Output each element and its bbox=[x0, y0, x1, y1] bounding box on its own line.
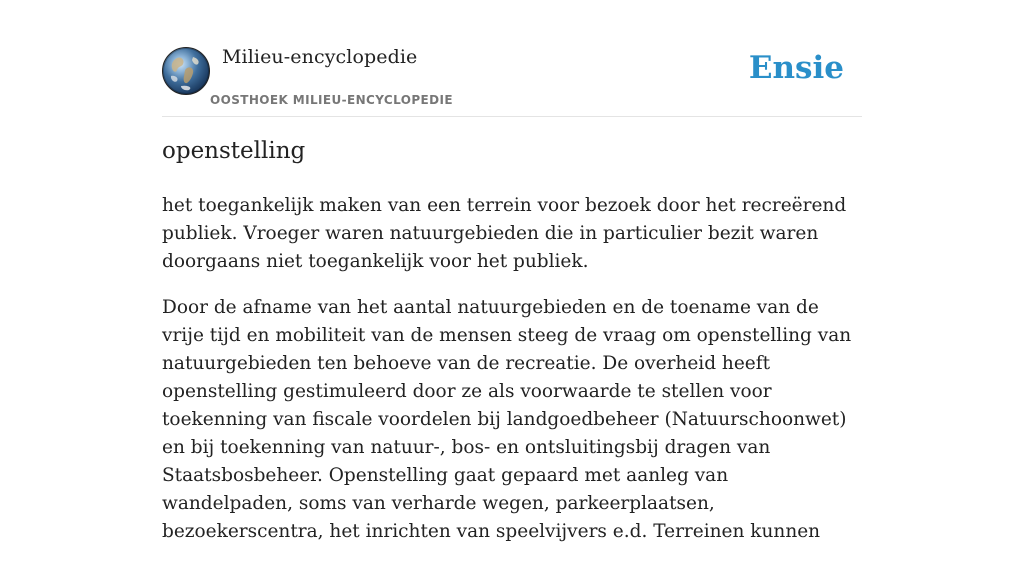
site-title[interactable]: Milieu-encyclopedie bbox=[222, 46, 418, 68]
site-subtitle[interactable]: OOSTHOEK MILIEU-ENCYCLOPEDIE bbox=[210, 93, 453, 107]
article-paragraph-1: het toegankelijk maken van een terrein voor bezoek door het recreërend publiek. Vroeger waren natuurgebieden die in particulier bezit waren doorgaans niet toegankelijk voor het publiek. bbox=[162, 195, 847, 272]
page bbox=[162, 0, 862, 542]
article-term: openstelling bbox=[162, 138, 306, 164]
site-header bbox=[162, 0, 862, 117]
article-body bbox=[162, 192, 862, 564]
earth-globe-icon[interactable] bbox=[162, 47, 210, 95]
brand-logo-link[interactable]: Ensie bbox=[748, 50, 844, 86]
article-paragraph-2: Door de afname van het aantal natuurgebieden en de toename van de vrije tijd en mobiliteit van de mensen steeg de vraag om openstelling van natuurgebieden ten behoeve van de recreatie. De overheid heeft openstelling gestimuleerd door ze als voorwaarde te stellen voor toekenning van fiscale voordelen bij landgoedbeheer (Natuurschoonwet) en bij toekenning van natuur-, bos- en ontsluitingsbij dragen van Staatsbosbeheer. Openstelling gaat gepaard met aanleg van wandelpaden, soms van verharde wegen, parkeerplaatsen, bezoekerscentra, het inrichten van speelvijvers e.d. Terreinen kunnen bbox=[162, 297, 852, 542]
